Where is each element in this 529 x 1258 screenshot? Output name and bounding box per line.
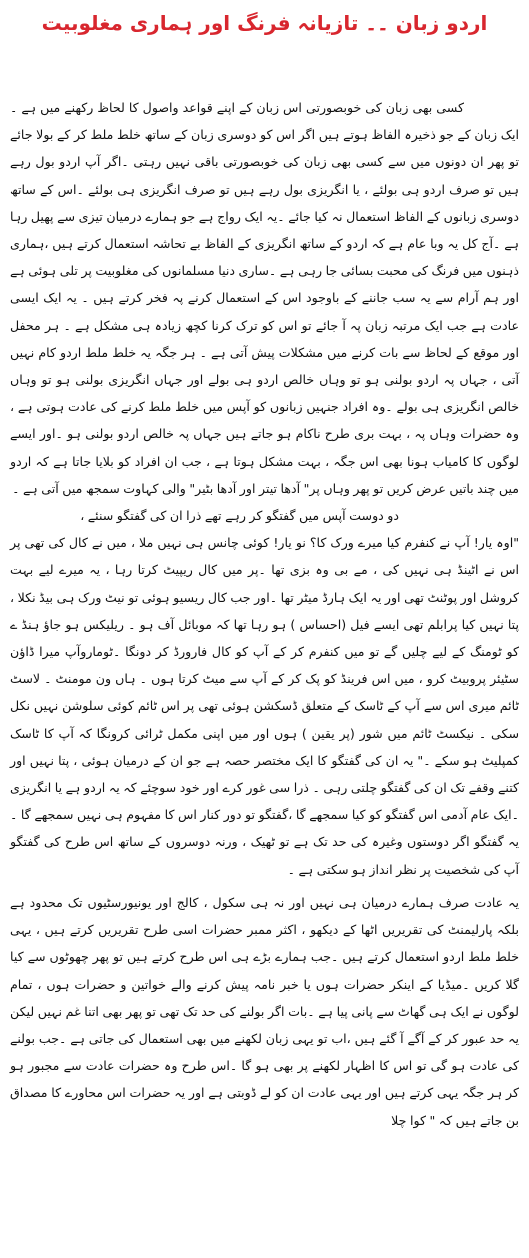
paragraph-2: دو دوست آپس میں گفتگو کر رہے تھے ذرا ان کی گفتگو سنئے ، bbox=[80, 508, 399, 524]
article-body bbox=[10, 94, 519, 1134]
article-title: اردو زبان ۔۔ تازیانہ فرنگ اور ہماری مغلوبیت bbox=[41, 11, 488, 35]
paragraph-3: "اوہ یار! آپ نے کنفرم کیا میرے ورک کا؟ نو یار! کوئی چانس ہی نہیں ملا ، میں نے کال کی تھی پر اس نے اٹینڈ ہی نہیں کی ، مے بی وہ بزی تھا ۔پر میں کال ریپیٹ کرتا رہا ، یہ میرے لیے بہت کروشل اور پوٹنٹ تھی اور یہ ایک ہارڈ میٹر تھا ۔اور جب کال ریسیو ہوئی تو نیٹ ورک ہی بیڈ نکلا ، پتا نہیں کیا پرابلم تھی ایسے فیل (احساس ) ہو رہا تھا کہ موبائل آف ہو ۔ ریلیکس ہو جاؤ ہنڈ ے کو ٹومنگ کے لیے چلیں گے تو میں کنفرم کر کے آپ کو کال فارورڈ کر دونگا ۔ٹوماروآپ میرا ڈاؤن سٹیئر پروبیٹ کرو ، میں اس فرینڈ کو پک کر کے آپ سے میٹ کرتا ہوں ۔ ہاں ون مومنٹ ۔ لاسٹ ٹائم میری اس سے آپ کے ٹاسک کے متعلق ڈسکشن ہوئی تھی پر اس ٹائم کوئی سلوشن نہیں نکل سکی ۔ نیکسٹ ٹائم میں شور (پر یقین ) ہوں اور میں اپنی مکمل ٹرائی کرونگا کہ آپ کا ٹاسک کمپلیٹ ہو سکے ۔" یہ ان کی گفتگو کا ایک مختصر حصہ ہے جو ان کے درمیان ہوئی ، پتا نہیں اور کتنے وقفے تک ان کی گفتگو چلتی رہی ۔ ذرا سی غور کرے اور خود سوچئے کہ یہ اردو ہے یا انگریزی ۔ایک عام آدمی اس گفتگو کو کیا سمجھے گا ،گفتگو تو دور کنار اس کا مفہوم ہی نہیں سمجھے گا ۔یہ گفتگو اگر دوستوں وغیرہ کی حد تک ہے تو ٹھیک ، ورنہ دوسروں کے ساتھ اس طرح کی گفتگو آپ کی شخصیت پر نظر انداز ہو سکتی ہے ۔ bbox=[10, 535, 519, 877]
paragraph-1: کسی بھی زبان کی خوبصورتی اس زبان کے اپنے قواعد واصول کا لحاظ رکھنے میں ہے ۔ایک زبان کے جو ذخیرہ الفاظ ہوتے ہیں اگر اس کو دوسری زبان کے ساتھ خلط ملط کر کے بولا جائے تو پھر ان دونوں میں سے کسی بھی زبان کی خوبصورتی باقی نہیں رہتی ۔اگر آپ اردو بول رہے ہیں تو صرف اردو ہی بولئے ، یا انگریزی بول رہے ہیں تو صرف انگریزی ہی بولئے ۔اس کے ساتھ دوسری زبانوں کے الفاظ استعمال نہ کیا جائے ۔یہ ایک رواج ہے جو ہمارے درمیان تیزی سے پھیل رہا ہے ۔آج کل یہ وبا عام ہے کہ اردو کے ساتھ انگریزی کے الفاظ بے تحاشہ استعمال کرتے ہیں ،ہماری ذہنوں میں فرنگ کی محبت بسائی جا رہی ہے ۔ساری دنیا مسلمانوں کی مغلوبیت پر تلی ہوئی ہے اور ہم آرام سے یہ سب جاننے کے باوجود اس کے استعمال کرنے پہ فخر کرتے ہیں ۔ یہ ایک ایسی عادت ہے جب ایک مرتبہ زبان پہ آ جائے تو اس کو ترک کرنا کچھ زیادہ ہی مشکل ہے ۔ ہر محفل اور موقع کے لحاظ سے بات کرنے میں مشکلات پیش آتی ہے ۔ ہر جگہ یہ خلط ملط اردو کام نہیں آتی ، جہاں پہ اردو بولنی ہو تو وہاں خالص اردو ہی بولے اور جہاں انگریزی بولنی ہو تو وہاں خالص انگریزی ہی بولے ۔وہ افراد جنہیں زبانوں کو آپس میں خلط ملط کرنے کی عادت ہوتی ہے ، وہ حضرات وہاں پہ ، بہت بری طرح ناکام ہو جاتے ہیں جہاں پہ خالص اردو بولنی ہو ۔اور ایسے لوگوں کا کامیاب ہونا بھی اس جگہ ، بہت مشکل ہوتا ہے ، جب ان افراد کو بلایا جاتا ہے کہ اردو میں چند باتیں عرض کریں تو پھر وہاں پر" آدھا تیتر اور آدھا بٹیر" والی کہاوت سمجھ میں آتی ہے ۔ bbox=[10, 100, 519, 496]
paragraph-4: یہ عادت صرف ہمارے درمیان ہی نہیں اور نہ ہی سکول ، کالج اور یونیورسٹیوں تک محدود ہے بلکہ پارلیمنٹ کی تقریریں اٹھا کے دیکھو ، اکثر ممبر حضرات اسی طرح تقریریں کرتے ہیں ، یہی خلط ملط اردو استعمال کرتے ہیں ۔جب ہمارے بڑے ہی اس طرح کرتے ہیں تو پھر چھوٹوں سے کیا گلا کریں ۔میڈیا کے اینکر حضرات ہوں یا خبر نامہ پیش کرنے والے خواتین و حضرات ہوں ، تمام لوگوں نے ایک ہی گھاٹ سے پانی پیا ہے ۔بات اگر بولنے کی حد تک تھی تو پھر بھی اتنا غم نہیں لیکن یہ حد عبور کر کے آگے آ گئے ہیں ،اب تو یہی زبان لکھنے میں بھی استعمال کی جاتی ہے ۔جب بولنے کی عادت ہو گی تو اس کا اظہار لکھنے پر بھی ہو گا ۔اس طرح وہ حضرات عادت سے مجبور ہو کر ہر جگہ یہی کرتے ہیں اور یہی عادت ان کو لے ڈوبتی ہے اور یہ حضرات اس محاورے کا مصداق بن جاتے ہیں کہ " کوا چلا bbox=[10, 894, 519, 1128]
